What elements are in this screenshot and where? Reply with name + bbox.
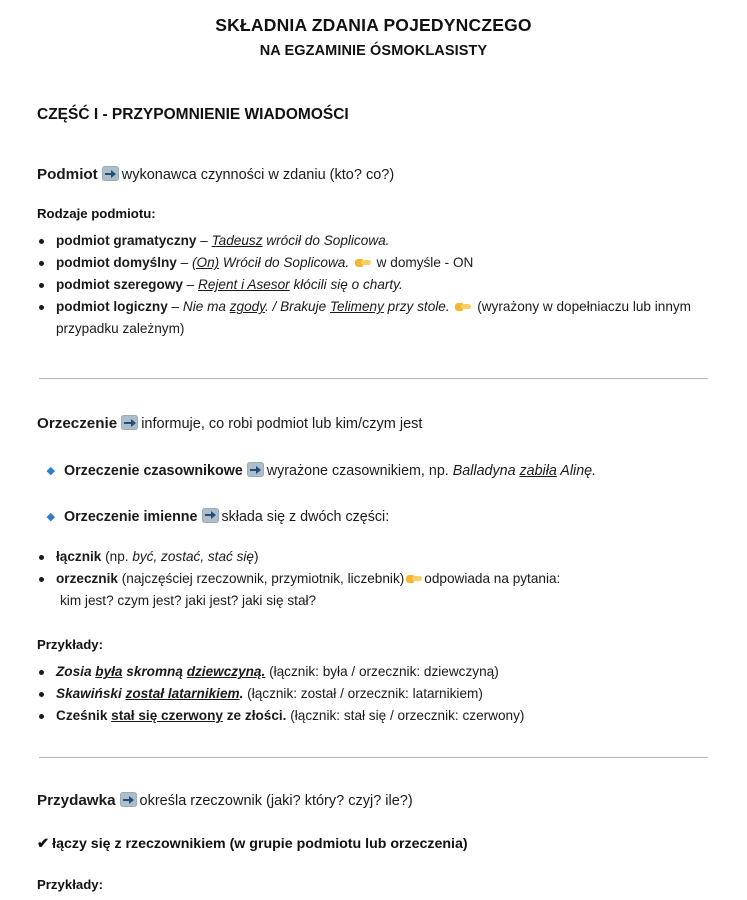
- orzeczenie-parts-wrap: [0, 528, 747, 612]
- example-part-2: stał się czerwony: [111, 708, 223, 724]
- dash: –: [180, 255, 189, 271]
- list-item: [45, 507, 717, 528]
- example-underlined: Rejent i Asesor: [198, 277, 290, 293]
- orzeczenie-examples-head-wrap: [0, 612, 747, 652]
- list-item: [37, 274, 717, 296]
- przydawka-examples-head-wrap: [0, 855, 747, 892]
- orzeczenie-type-definition: składa się z dwóch części:: [221, 508, 390, 525]
- podmiot-item-note: w domyśle - ON: [376, 255, 474, 271]
- part-detail-post: ): [253, 549, 259, 565]
- example-part-1: Cześnik: [56, 708, 112, 724]
- orzeczenie-imienne-list: [37, 507, 717, 528]
- document-title: SKŁADNIA ZDANIA POJEDYNCZEGO: [215, 15, 532, 35]
- section-orzeczenie: [0, 379, 747, 435]
- example-underlined: (On): [191, 255, 220, 271]
- podmiot-item-label: podmiot logiczny: [56, 299, 168, 315]
- przydawka-check-line: [37, 834, 717, 855]
- dash: –: [171, 299, 180, 315]
- divider-wrap-1: [0, 340, 747, 379]
- example-note: (łącznik: został / orzecznik: latarnikiem): [247, 686, 483, 702]
- example-part-2: była: [95, 664, 123, 680]
- part-label: łącznik: [56, 549, 102, 565]
- list-item: [37, 230, 717, 252]
- example-rest: kłócili się o charty.: [289, 277, 403, 293]
- example-part-1: Skawiński: [56, 686, 126, 702]
- orzeczenie-type-label: Orzeczenie imienne: [64, 508, 198, 525]
- example-note: (łącznik: była / orzecznik: dziewczyną): [269, 664, 499, 680]
- podmiot-subhead: Rodzaje podmiotu:: [37, 206, 156, 222]
- podmiot-list: [37, 230, 717, 340]
- list-item: [37, 705, 717, 727]
- right-arrow-icon: [121, 415, 138, 430]
- przydawka-term: Przydawka: [37, 792, 116, 810]
- podmiot-term: Podmiot: [37, 166, 98, 184]
- part-heading: CZĘŚĆ I - PRZYPOMNIENIE WIADOMOŚCI: [37, 106, 349, 124]
- divider-wrap-2: [0, 727, 747, 758]
- example-underlined: zabiła: [519, 463, 557, 480]
- part-detail-post: odpowiada na pytania:: [424, 571, 561, 587]
- orzeczenie-examples-list: [37, 661, 717, 727]
- list-item: [37, 683, 717, 705]
- orzeczenie-types-wrap: [0, 435, 747, 482]
- list-item: [37, 296, 717, 340]
- podmiot-item-note: (wyrażony w dopełniaczu lub innym przypadku zależnym): [56, 299, 692, 337]
- podmiot-list-wrap: [0, 221, 747, 340]
- part-detail-line2: kim jest? czym jest? jaki jest? jaki się stał?: [60, 593, 317, 609]
- pointing-finger-icon: [455, 299, 471, 313]
- section-podmiot: [0, 124, 747, 186]
- example-part-3: .: [239, 686, 244, 702]
- check-icon: ✔: [37, 836, 50, 853]
- orzeczenie-parts-list: [37, 546, 717, 612]
- document-subtitle: NA EGZAMINIE ÓSMOKLASISTY: [259, 42, 488, 59]
- right-arrow-icon: [247, 462, 264, 477]
- orzeczenie-term: Orzeczenie: [37, 415, 118, 433]
- right-arrow-icon: [202, 508, 219, 523]
- example-part-4: dziewczyną.: [186, 664, 266, 680]
- example-part-1: Zosia: [56, 664, 96, 680]
- podmiot-item-label: podmiot domyślny: [56, 255, 177, 271]
- podmiot-definition: wykonawca czynności w zdaniu (kto? co?): [121, 167, 395, 184]
- part-detail-pre: (najczęściej rzeczownik, przymiotnik, liczebnik): [121, 571, 405, 587]
- part-label: orzecznik: [56, 571, 118, 587]
- example-underlined: Tadeusz: [211, 233, 263, 249]
- podmiot-item-label: podmiot gramatyczny: [56, 233, 197, 249]
- example-rest: przy stole.: [383, 299, 450, 315]
- list-item: [45, 461, 717, 482]
- part-detail-italic: być, zostać, stać się: [132, 549, 254, 565]
- orzeczenie-examples-wrap: [0, 652, 747, 727]
- example-underlined: zgody: [229, 299, 265, 315]
- example-mid: . / Brakuje: [265, 299, 330, 315]
- example-rest: Alinę.: [556, 463, 597, 480]
- right-arrow-icon: [120, 792, 137, 807]
- example-part-3: ze złości.: [222, 708, 287, 724]
- przydawka-definition-line: [37, 790, 717, 812]
- example-note: (łącznik: stał się / orzecznik: czerwony): [290, 708, 525, 724]
- dash: –: [186, 277, 195, 293]
- examples-heading: Przykłady:: [37, 637, 103, 653]
- list-item: [37, 568, 717, 612]
- example-rest: wrócił do Soplicowa.: [262, 233, 390, 249]
- example-pre: Balladyna: [452, 463, 520, 480]
- examples-heading: Przykłady:: [37, 877, 103, 893]
- example-rest: Wrócił do Soplicowa.: [219, 255, 350, 271]
- dash: –: [200, 233, 208, 249]
- section-przydawka: [0, 758, 747, 812]
- example-underlined-2: Telimeny: [329, 299, 384, 315]
- orzeczenie-type-list: [37, 461, 717, 482]
- list-item: [37, 546, 717, 568]
- example-part-3: skromną: [122, 664, 187, 680]
- example-pre: Nie ma: [182, 299, 230, 315]
- pointing-finger-icon: [406, 571, 422, 585]
- przydawka-check-wrap: [0, 812, 747, 855]
- part-detail-pre: (np.: [105, 549, 133, 565]
- right-arrow-icon: [102, 166, 119, 181]
- example-part-2: został latarnikiem: [125, 686, 240, 702]
- orzeczenie-type-definition: wyrażone czasownikiem, np.: [266, 463, 449, 480]
- podmiot-item-label: podmiot szeregowy: [56, 277, 183, 293]
- orzeczenie-imienne-wrap: [0, 483, 747, 528]
- przydawka-definition: określa rzeczownik (jaki? który? czyj? ile?): [139, 793, 413, 810]
- pointing-finger-icon: [355, 255, 371, 269]
- list-item: [37, 252, 717, 274]
- orzeczenie-definition: informuje, co robi podmiot lub kim/czym jest: [141, 416, 423, 433]
- orzeczenie-type-label: Orzeczenie czasownikowe: [64, 463, 243, 480]
- podmiot-definition-line: [37, 164, 717, 186]
- orzeczenie-definition-line: [37, 413, 717, 435]
- podmiot-subhead-wrap: [0, 186, 747, 221]
- list-item: [37, 661, 717, 683]
- przydawka-check-text: łączy się z rzeczownikiem (w grupie podmiotu lub orzeczenia): [52, 836, 468, 853]
